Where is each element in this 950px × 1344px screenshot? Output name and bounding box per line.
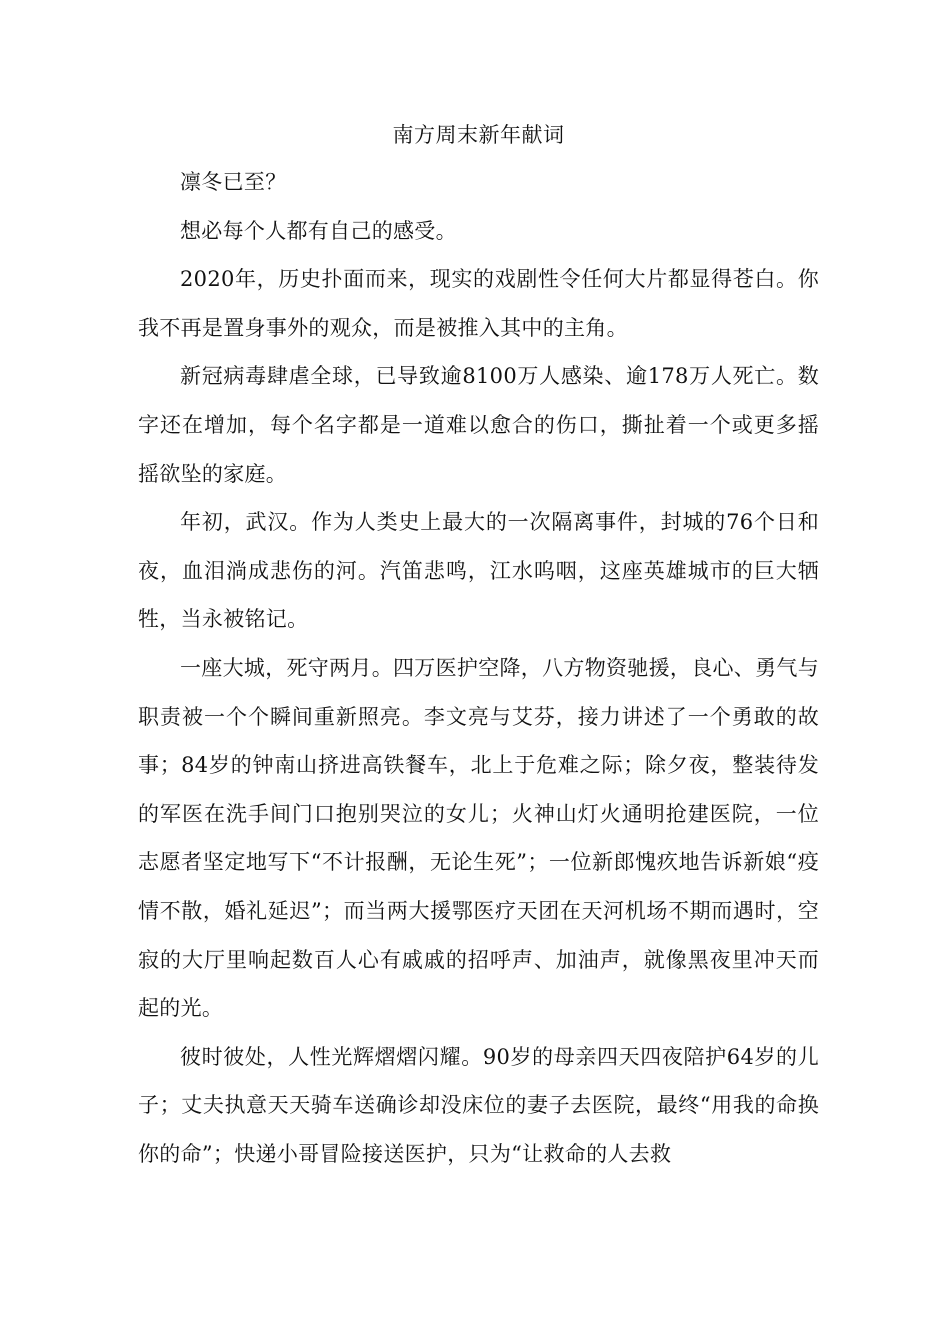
paragraph-6: 一座大城，死守两月。四万医护空降，八方物资驰援，良心、勇气与职责被一个个瞬间重新照亮。李文亮与艾芬，接力讲述了一个勇敢的故事；84岁的钟南山挤进高铁餐车，北上于危难之际；除夕夜，整装待发的军医在洗手间门口抱别哭泣的女儿；火神山灯火通明抢建医院，一位志愿者坚定地写下“不计报酬，无论生死”；一位新郎愧疚地告诉新娘“疫情不散，婚礼延迟”；而当两大援鄂医疗天团在天河机场不期而遇时，空寂的大厅里响起数百人心有戚戚的招呼声、加油声，就像黑夜里冲天而起的光。 [138, 655, 819, 1021]
paragraph-4: 新冠病毒肆虐全球，已导致逾8100万人感染、逾178万人死亡。数字还在增加，每个名字都是一道难以愈合的伤口，撕扯着一个或更多摇摇欲坠的家庭。 [138, 364, 819, 486]
document-title: 南方周末新年献词 [392, 123, 565, 147]
paragraph-1: 凛冬已至？ [180, 170, 287, 194]
paragraph-2: 想必每个人都有自己的感受。 [180, 218, 457, 243]
document-page [138, 118, 819, 1178]
paragraph-3: 2020年，历史扑面而来，现实的戏剧性令任何大片都显得苍白。你我不再是置身事外的观众，而是被推入其中的主角。 [138, 267, 819, 340]
paragraph-5: 年初，武汉。作为人类史上最大的一次隔离事件，封城的76个日和夜，血泪淌成悲伤的河。汽笛悲鸣，江水呜咽，这座英雄城市的巨大牺牲，当永被铭记。 [138, 510, 819, 632]
paragraph-7: 彼时彼处，人性光辉熠熠闪耀。90岁的母亲四天四夜陪护64岁的儿子；丈夫执意天天骑车送确诊却没床位的妻子去医院，最终“用我的命换你的命”；快递小哥冒险接送医护，只为“让救命的人去救 [138, 1044, 819, 1166]
